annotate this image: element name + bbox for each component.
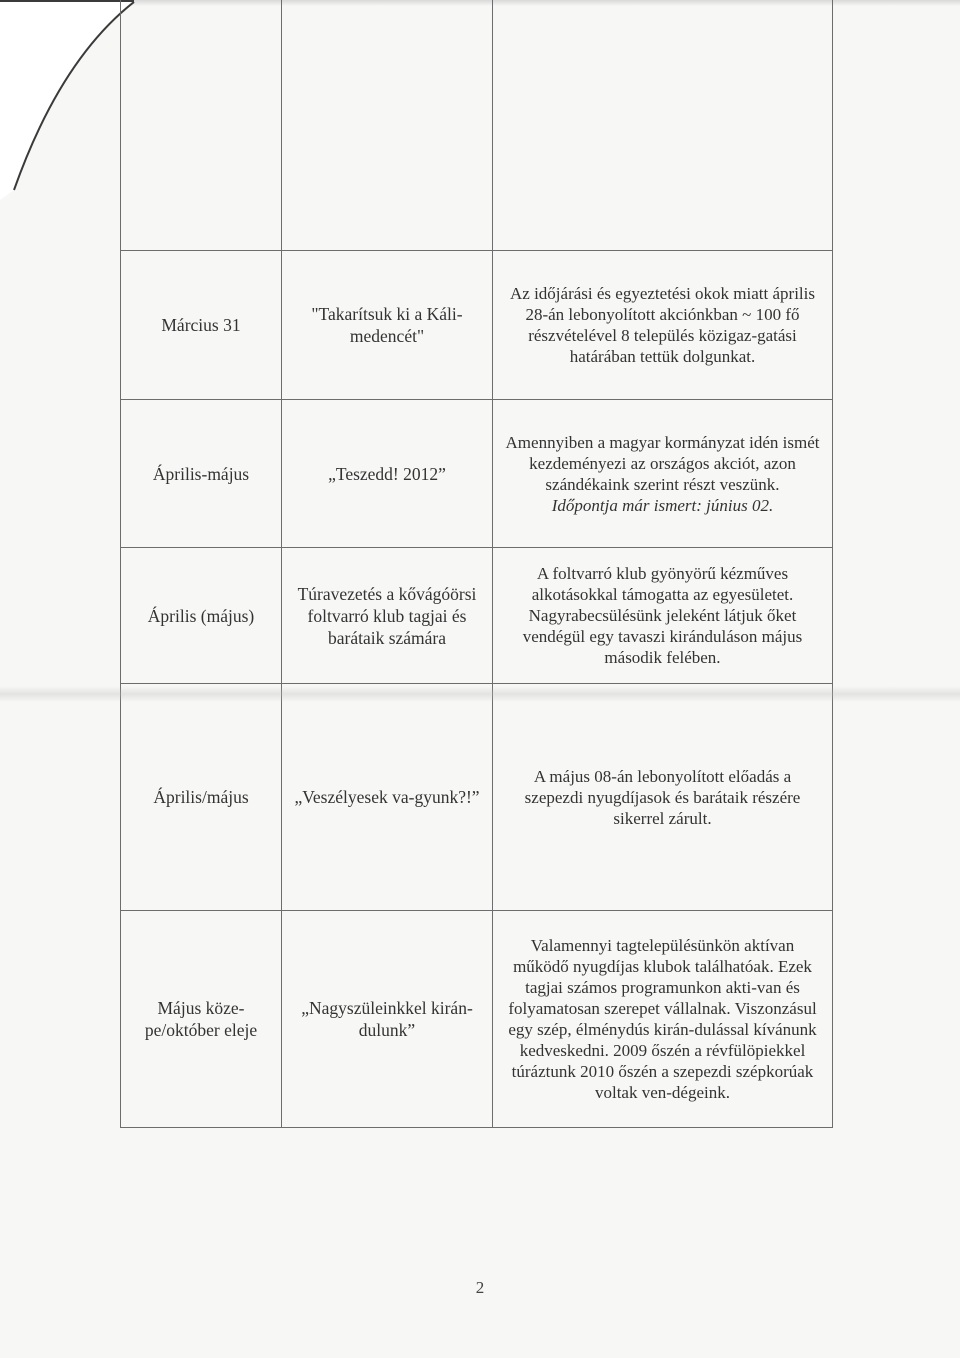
table-row xyxy=(121,400,833,548)
program-table xyxy=(120,0,833,1128)
row-note: Időpontja már ismert: június 02. xyxy=(551,495,774,515)
scan-corner-shadow xyxy=(0,0,140,200)
page-number: 2 xyxy=(475,1278,485,1297)
table-row xyxy=(121,548,833,684)
row-date: Április-május xyxy=(121,400,282,548)
table-top-spacer xyxy=(121,0,833,251)
row-date: Április/május xyxy=(121,684,282,911)
row-date: Március 31 xyxy=(121,251,282,400)
row-event: "Takarítsuk ki a Káli-medencét" xyxy=(282,251,493,400)
row-event: „Teszedd! 2012” xyxy=(282,400,493,548)
row-description: Amennyiben a magyar kormányzat idén ismét kezdeményezi az országos akciót, azon szándékaink szerint részt veszünk. xyxy=(505,432,820,494)
row-event: Túravezetés a kővágóörsi foltvarró klub tagjai és barátaik számára xyxy=(282,548,493,684)
row-description-cell xyxy=(493,400,833,548)
row-description: Az időjárási és egyeztetési okok miatt április 28-án lebonyolított akciónkban ~ 100 fő részvételével 8 település közigaz-gatási határában tettük dolgunkat. xyxy=(493,251,833,400)
row-date: Május köze-pe/október eleje xyxy=(121,911,282,1128)
row-date: Április (május) xyxy=(121,548,282,684)
row-description: A május 08-án lebonyolított előadás a szepezdi nyugdíjasok és barátaik részére sikerrel zárult. xyxy=(493,684,833,911)
row-event: „Nagyszüleinkkel kirán-dulunk” xyxy=(282,911,493,1128)
row-description: Valamennyi tagtelepülésünkön aktívan működő nyugdíjas klubok találhatóak. Ezek tagjai számos programunkon akti-van és folyamatosan szerepet vállalnak. Viszonzásul egy szép, élménydús kirán-dulással kívánunk kedveskedni. 2009 őszén a révfülöpiekkel túráztunk 2010 őszén a szepezdi szépkorúak voltak ven-dégeink. xyxy=(493,911,833,1128)
row-event: „Veszélyesek va-gyunk?!” xyxy=(282,684,493,911)
row-description: A foltvarró klub gyönyörű kézműves alkotásokkal támogatta az egyesületet. Nagyrabecsülésünk jeleként látjuk őket vendégül egy tavaszi kiránduláson május második felében. xyxy=(493,548,833,684)
table-row xyxy=(121,911,833,1128)
table-row xyxy=(121,251,833,400)
table-row xyxy=(121,684,833,911)
